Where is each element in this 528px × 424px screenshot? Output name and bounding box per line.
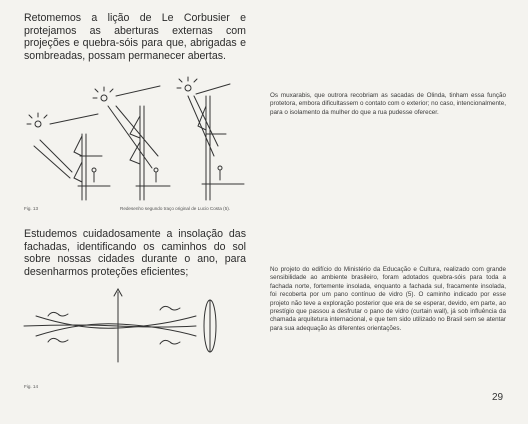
page-number: 29 [492,392,504,403]
paragraph-muxarabis: Os muxarabis, que outrora recobriam as sacadas de Olinda, tinham essa função protetora, embora dificultassem o contato com o exterior; no caso, intencionalmente, para o isolamento da mulher do que a rua pudesse oferecer. [270,92,506,116]
figure-14-label: Fig. 14 [24,384,39,389]
figure-13-caption: Redesenho segundo traço original de Lucio Costa (5). [120,206,231,211]
paragraph-insolacao: Estudemos cuidadosamente a insolação das fachadas, identificando os caminhos do sol sobre nossas cidades durante o ano, para desenharmos proteções eficientes; [24,228,246,278]
figure-13-sun-shading-sketches [20,76,256,200]
figure-14-sun-path-diagram [20,286,256,366]
sketch-sun-low-angle [27,113,110,200]
figure-13-label: Fig. 13 [24,206,39,211]
paragraph-ministerio: No projeto do edifício do Ministério da Educação e Cultura, realizado com grande sensibilidade ao ambiente brasileiro, foram adotados quebra-sóis para toda a fachada norte, fortemente insolada, enquanto a fachada sul, fracamente insolada, foi recoberta por um pano contínuo de vidro (5). O caminho indicado por esse projeto não teve a exploração posterior que era de se esperar, devido, em parte, ao prestígio que passou a desfrutar o pano de vidro (curtain wall), já sob influência da chamada arquitetura internacional, e que tem sido utilizado no Brasil sem se atentar para sua adequação às diferentes orientações. [270,266,506,332]
sketch-sun-high-angle [177,77,244,200]
sketch-sun-mid-angle [93,86,170,200]
paragraph-le-corbusier: Retomemos a lição de Le Corbusier e protejamos as aberturas externas com projeções e quebra-sóis para que, abrigadas e sombreadas, possam permanecer abertas. [24,12,246,62]
